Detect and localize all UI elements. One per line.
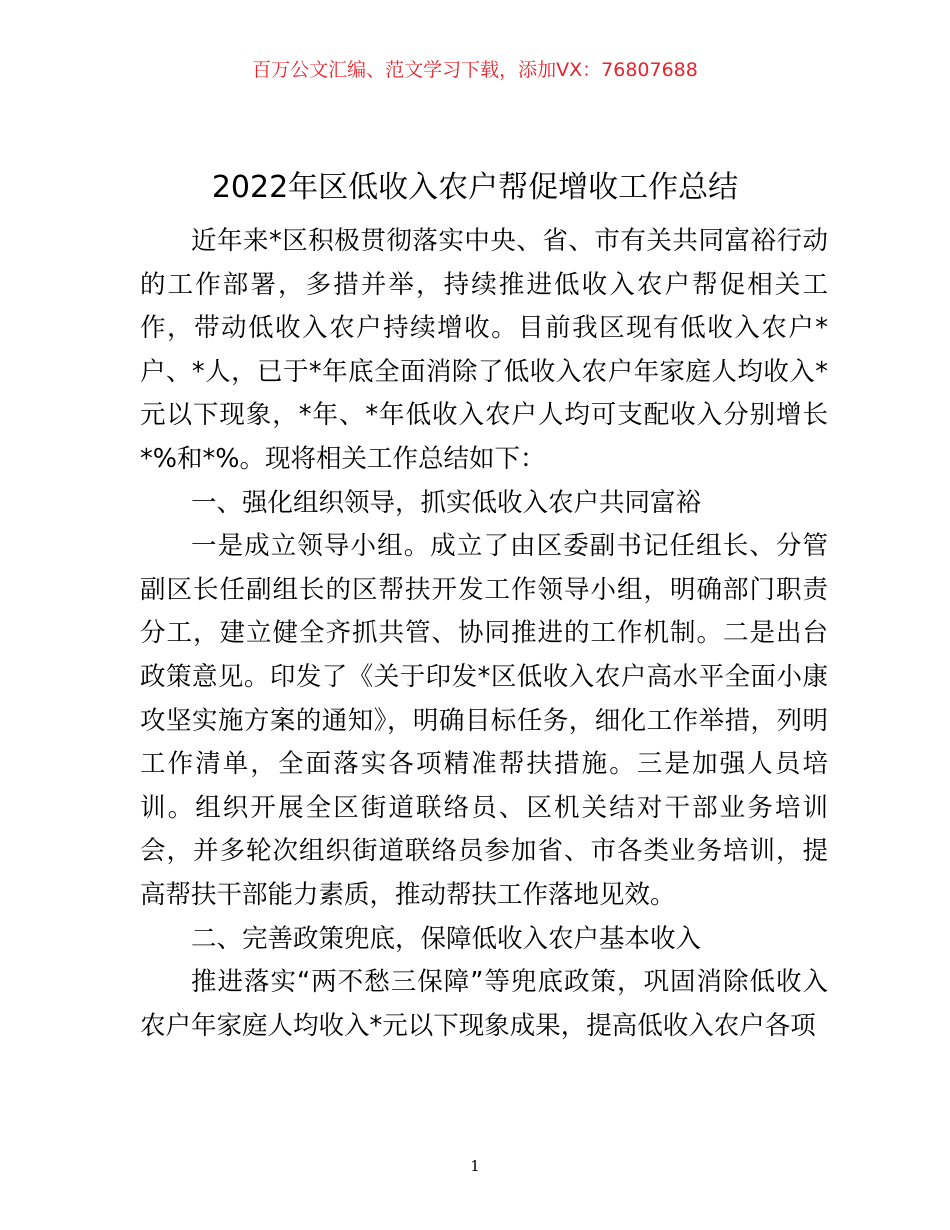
intro-paragraph: 近年来*区积极贯彻落实中央、省、市有关共同富裕行动的工作部署，多措并举，持续推进低收入农户帮促相关工作，带动低收入农户持续增收。目前我区现有低收入农户*户、*人，已于*年底全面消除了低收入农户年家庭人均收入*元以下现象，*年、*年低收入农户人均可支配收入分别增长*%和*%。现将相关工作总结如下： xyxy=(140,226,828,474)
document-body xyxy=(140,220,828,1048)
page-number: 1 xyxy=(470,1157,480,1175)
document-title: 2022年区低收入农户帮促增收工作总结 xyxy=(211,170,739,205)
section-heading-2: 二、完善政策兜底，保障低收入农户基本收入 xyxy=(191,923,702,954)
watermark-header: 百万公文汇编、范文学习下载，添加VX：76807688 xyxy=(252,59,698,81)
section-heading-1: 一、强化组织领导，抓实低收入农户共同富裕 xyxy=(191,487,702,518)
section-paragraph-1: 一是成立领导小组。成立了由区委副书记任组长、分管副区长任副组长的区帮扶开发工作领导小组，明确部门职责分工，建立健全齐抓共管、协同推进的工作机制。二是出台政策意见。印发了《关于印发*区低收入农户高水平全面小康攻坚实施方案的通知》，明确目标任务，细化工作举措，列明工作清单，全面落实各项精准帮扶措施。三是加强人员培训。组织开展全区街道联络员、区机关结对干部业务培训会，并多轮次组织街道联络员参加省、市各类业务培训，提高帮扶干部能力素质，推动帮扶工作落地见效。 xyxy=(140,531,828,910)
section-paragraph-2: 推进落实“两不愁三保障”等兜底政策，巩固消除低收入农户年家庭人均收入*元以下现象成果，提高低收入农户各项 xyxy=(140,967,828,1041)
